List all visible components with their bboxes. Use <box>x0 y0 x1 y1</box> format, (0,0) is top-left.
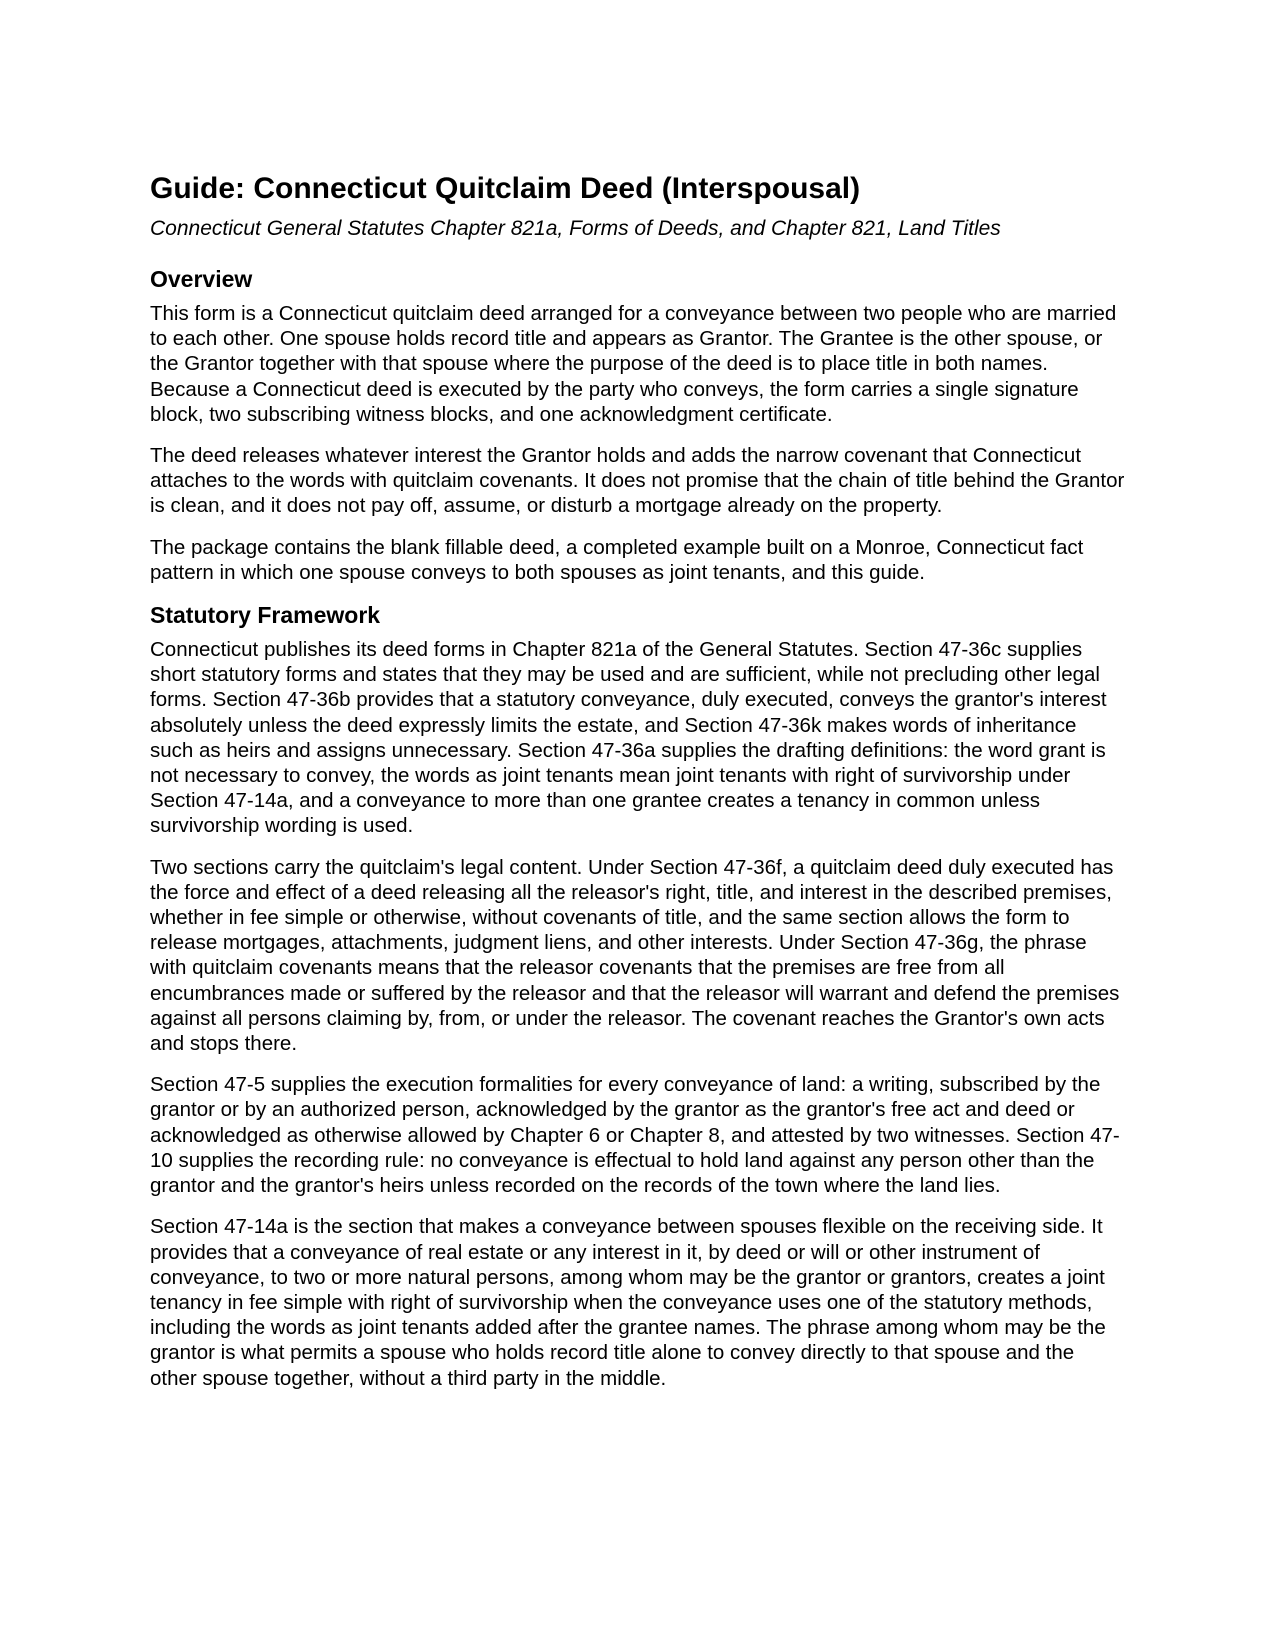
paragraph: The deed releases whatever interest the Grantor holds and adds the narrow covenant that Connecticut attaches to the words with quitclaim covenants. It does not promise that the chain of title behind the Grantor is clean, and it does not pay off, assume, or disturb a mortgage already on the property. <box>150 444 1125 518</box>
section-overview <box>150 265 1125 585</box>
paragraph: Two sections carry the quitclaim's legal content. Under Section 47-36f, a quitclaim deed duly executed has the force and effect of a deed releasing all the releasor's right, title, and interest in the described premises, whether in fee simple or otherwise, without covenants of title, and the same section allows the form to release mortgages, attachments, judgment liens, and other interests. Under Section 47-36g, the phrase with quitclaim covenants means that the releasor covenants that the premises are free from all encumbrances made or suffered by the releasor and that the releasor will warrant and defend the premises against all persons claiming by, from, or under the releasor. The covenant reaches the Grantor's own acts and stops there. <box>150 855 1120 1056</box>
section-heading: Overview <box>150 266 253 292</box>
section-heading: Statutory Framework <box>150 602 381 629</box>
paragraph: This form is a Connecticut quitclaim deed arranged for a conveyance between two people who are married to each other. One spouse holds record title and appears as Grantor. The Grantee is the other spouse, or the Grantor together with that spouse where the purpose of the deed is to place title in both names. Because a Connecticut deed is executed by the party who conveys, the form carries a single signature block, two subscribing witness blocks, and one acknowledgment certificate. <box>150 302 1117 426</box>
paragraph: The package contains the blank fillable deed, a completed example built on a Monroe, Connecticut fact pattern in which one spouse conveys to both spouses as joint tenants, and this guide. <box>150 535 1084 584</box>
paragraph: Connecticut publishes its deed forms in Chapter 821a of the General Statutes. Section 47-36c supplies short statutory forms and states that they may be used and are sufficient, while not precluding other legal forms. Section 47-36b provides that a statutory conveyance, duly executed, conveys the grantor's interest absolutely unless the deed expressly limits the estate, and Section 47-36k makes words of inheritance such as heirs and assigns unnecessary. Section 47-36a supplies the drafting definitions: the word grant is not necessary to convey, the words as joint tenants mean joint tenants with right of survivorship under Section 47-14a, and a conveyance to more than one grantee creates a tenancy in common unless survivorship wording is used. <box>150 638 1107 838</box>
paragraph: Section 47-14a is the section that makes a conveyance between spouses flexible on the receiving side. It provides that a conveyance of real estate or any interest in it, by deed or will or other instrument of conveyance, to two or more natural persons, among whom may be the grantor or grantors, creates a joint tenancy in fee simple with right of survivorship when the conveyance uses one of the statutory methods, including the words as joint tenants added after the grantee names. The phrase among whom may be the grantor is what permits a spouse who holds record title alone to convey directly to that spouse and the other spouse together, without a third party in the middle. <box>150 1215 1106 1390</box>
paragraph: Section 47-5 supplies the execution formalities for every conveyance of land: a writing, subscribed by the grantor or by an authorized person, acknowledged by the grantor as the grantor's free act and deed or acknowledged as otherwise allowed by Chapter 6 or Chapter 8, and attested by two witnesses. Section 47-10 supplies the recording rule: no conveyance is effectual to hold land against any person other than the grantor and the grantor's heirs unless recorded on the records of the town where the land lies. <box>150 1073 1120 1198</box>
document-title: Guide: Connecticut Quitclaim Deed (Interspousal) <box>150 172 861 205</box>
section-statutory-framework <box>150 601 1125 1391</box>
document-page <box>150 172 1125 1407</box>
document-subtitle: Connecticut General Statutes Chapter 821a, Forms of Deeds, and Chapter 821, Land Titles <box>150 217 1001 240</box>
